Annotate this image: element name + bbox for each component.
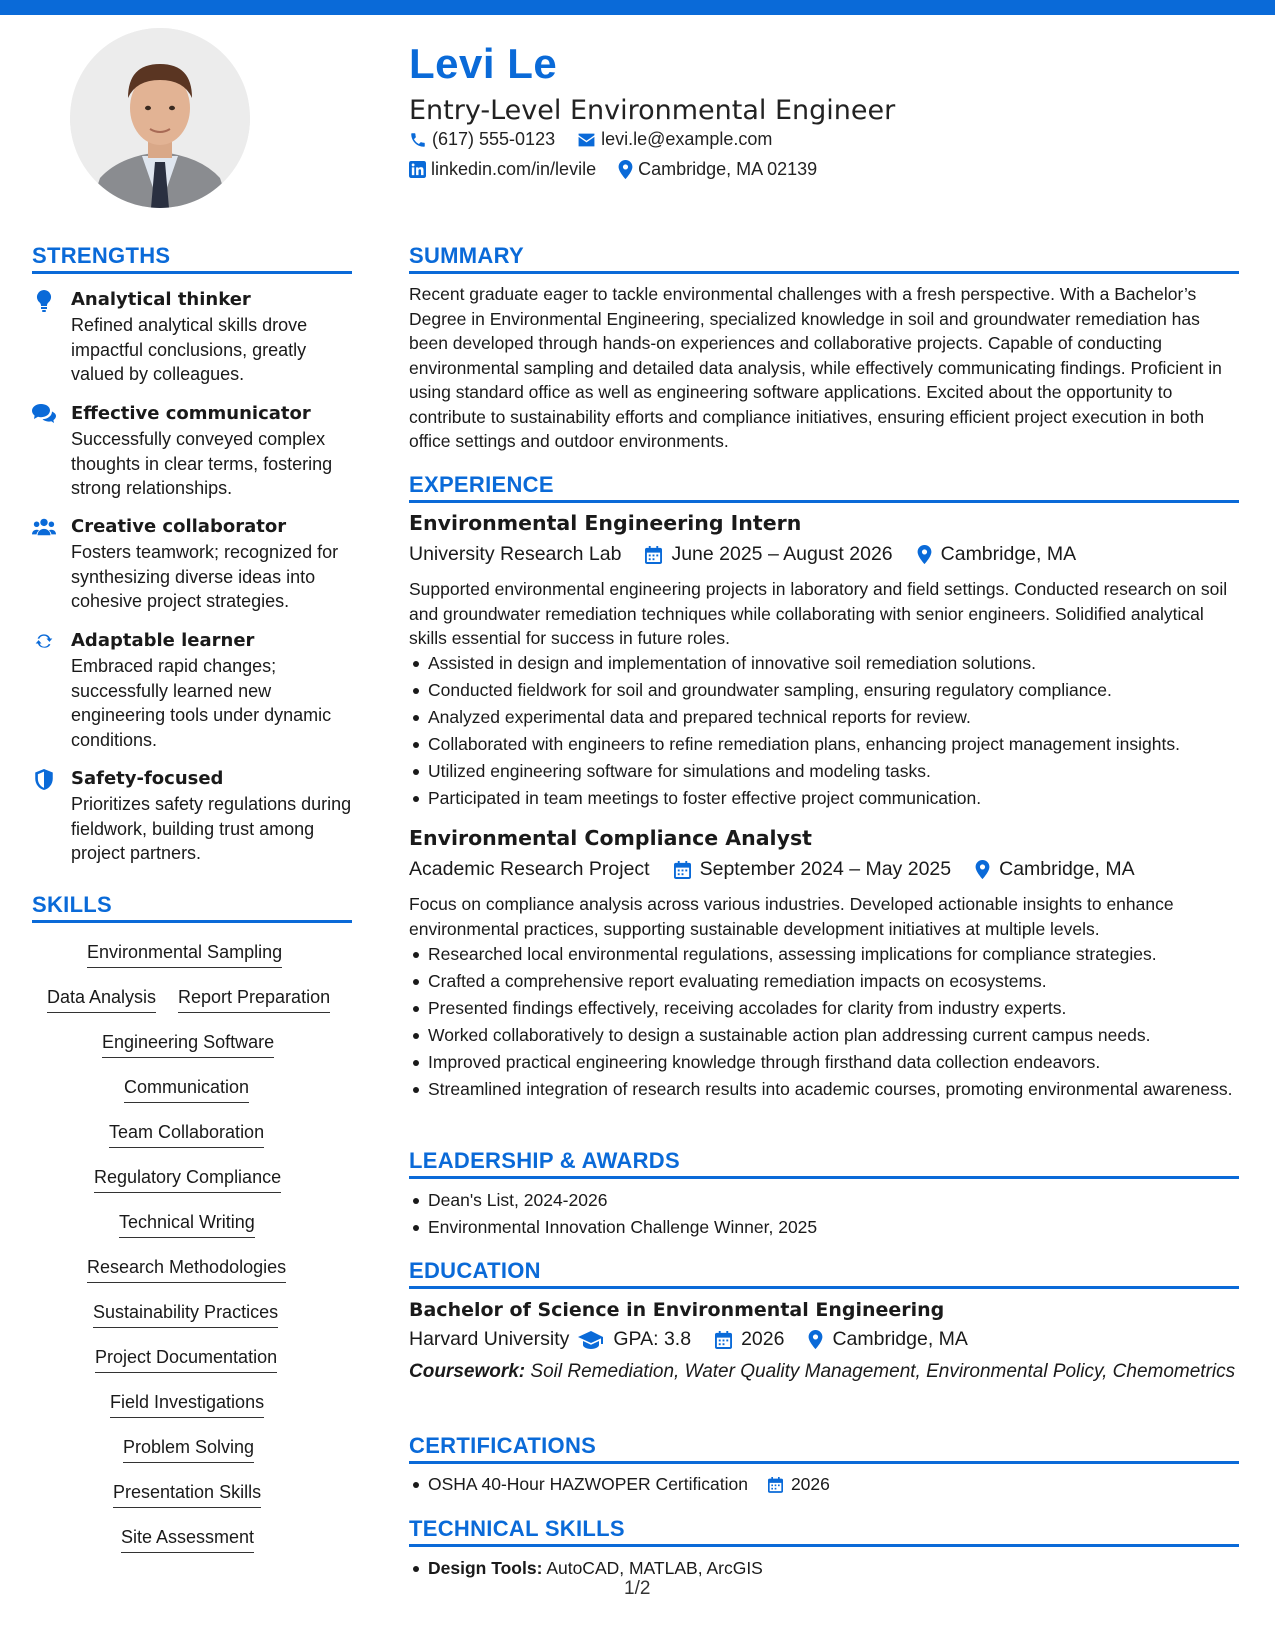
strength-desc: Refined analytical skills drove impactful conclusions, greatly valued by colleagues.: [71, 315, 308, 384]
gpa-text: GPA: 3.8: [613, 1328, 692, 1350]
email-contact[interactable]: [577, 129, 772, 150]
shield-icon: [35, 769, 53, 790]
technical-skills-heading: TECHNICAL SKILLS: [409, 1516, 625, 1541]
coursework-label: Coursework:: [409, 1361, 526, 1382]
list-item: Crafted a comprehensive report evaluating remediation impacts on ecosystems.: [409, 969, 1239, 994]
calendar-icon: [715, 1330, 732, 1349]
coursework: [409, 1360, 1239, 1384]
skills-heading: SKILLS: [32, 892, 113, 917]
summary-heading: SUMMARY: [409, 243, 524, 268]
job-meta: [409, 858, 1135, 881]
list-item: Improved practical engineering knowledge through firsthand data collection endeavors.: [409, 1050, 1239, 1075]
contact-row-1: [409, 129, 772, 150]
list-item: Dean's List, 2024-2026: [409, 1188, 1239, 1213]
list-item: Conducted fieldwork for soil and groundwater sampling, ensuring regulatory compliance.: [409, 678, 1239, 703]
strength-title: Creative collaborator: [71, 516, 287, 537]
leadership-list: [409, 1188, 1239, 1242]
job-desc: Focus on compliance analysis across various industries. Developed actionable insights to enhance environmental practices, supporting sustainable development initiatives at multiple levels.: [409, 894, 1174, 939]
candidate-title: Entry-Level Environmental Engineer: [409, 95, 896, 126]
strengths-heading: STRENGTHS: [32, 243, 171, 268]
list-item: Researched local environmental regulations, assessing implications for compliance strategies.: [409, 942, 1239, 967]
calendar-icon: [768, 1476, 783, 1493]
page-number: 1/2: [624, 1578, 651, 1599]
certifications-rule: [409, 1461, 1239, 1464]
list-item: Streamlined integration of research results into academic courses, promoting environmental awareness.: [409, 1077, 1239, 1102]
list-item: Worked collaboratively to design a sustainable action plan addressing current campus needs.: [409, 1023, 1239, 1048]
job-bullets: [409, 942, 1239, 1104]
skill-tag: Presentation Skills: [113, 1482, 261, 1508]
leadership-rule: [409, 1176, 1239, 1179]
graduation-year: 2026: [741, 1328, 785, 1350]
strength-desc: Prioritizes safety regulations during fieldwork, building trust among project partners.: [71, 794, 352, 863]
strength-desc: Successfully conveyed complex thoughts in clear terms, fostering strong relationships.: [71, 429, 333, 498]
job-bullets: [409, 651, 1239, 813]
list-item: [409, 1472, 1239, 1497]
job-org: Academic Research Project: [409, 858, 650, 880]
skill-tag: Communication: [124, 1077, 249, 1103]
degree-title: Bachelor of Science in Environmental Engineering: [409, 1299, 945, 1321]
skill-tag: Report Preparation: [178, 987, 330, 1013]
envelope-icon: [577, 132, 596, 148]
email-text: levi.le@example.com: [601, 129, 773, 149]
candidate-name: Levi Le: [409, 40, 558, 87]
technical-label: Design Tools:: [428, 1558, 543, 1578]
skill-tag: Research Methodologies: [87, 1257, 286, 1283]
technical-value: AutoCAD, MATLAB, ArcGIS: [546, 1558, 763, 1578]
list-item: Analyzed experimental data and prepared technical reports for review.: [409, 705, 1239, 730]
skill-tag: Data Analysis: [47, 987, 156, 1013]
strength-title: Analytical thinker: [71, 289, 251, 310]
education-location: Cambridge, MA: [832, 1328, 968, 1350]
coursework-list: Soil Remediation, Water Quality Management, Environmental Policy, Chemometrics: [530, 1361, 1236, 1382]
skill-tag: Problem Solving: [123, 1437, 254, 1463]
phone-icon: [409, 131, 427, 149]
top-accent-bar: [0, 0, 1275, 15]
job-meta: [409, 543, 1076, 566]
calendar-icon: [674, 860, 691, 879]
lightbulb-icon: [36, 290, 52, 312]
skill-tag: Technical Writing: [119, 1212, 255, 1238]
school-name: Harvard University: [409, 1328, 570, 1350]
job-title: Environmental Engineering Intern: [409, 511, 802, 535]
job-dates: September 2024 – May 2025: [699, 858, 952, 880]
skill-tag: Field Investigations: [110, 1392, 264, 1418]
certification-name: OSHA 40-Hour HAZWOPER Certification: [428, 1474, 748, 1494]
skill-tag: Engineering Software: [102, 1032, 274, 1058]
summary-rule: [409, 271, 1239, 274]
phone-contact[interactable]: [409, 129, 555, 150]
map-pin-icon: [618, 160, 633, 179]
list-item: Utilized engineering software for simulations and modeling tasks.: [409, 759, 1239, 784]
education-meta: [409, 1328, 968, 1351]
strength-desc: Embraced rapid changes; successfully learned new engineering tools under dynamic conditions.: [71, 656, 332, 750]
linkedin-icon: [409, 161, 426, 178]
list-item: Assisted in design and implementation of innovative soil remediation solutions.: [409, 651, 1239, 676]
education-heading: EDUCATION: [409, 1258, 541, 1283]
contact-row-2: [409, 159, 817, 180]
technical-skills-list: [409, 1556, 1239, 1583]
sync-icon: [34, 631, 54, 651]
strengths-rule: [32, 271, 352, 274]
list-item: Environmental Innovation Challenge Winner, 2025: [409, 1215, 1239, 1240]
job-dates: June 2025 – August 2026: [671, 543, 893, 565]
strength-title: Effective communicator: [71, 403, 311, 424]
graduation-cap-icon: [578, 1331, 604, 1349]
map-pin-icon: [808, 1330, 823, 1349]
job-title: Environmental Compliance Analyst: [409, 826, 812, 850]
list-item: Participated in team meetings to foster effective project communication.: [409, 786, 1239, 811]
leadership-heading: LEADERSHIP & AWARDS: [409, 1148, 680, 1173]
comments-icon: [32, 404, 56, 424]
certifications-list: [409, 1472, 1239, 1499]
certifications-heading: CERTIFICATIONS: [409, 1433, 597, 1458]
education-rule: [409, 1286, 1239, 1289]
phone-text: (617) 555-0123: [432, 129, 556, 149]
job-location: Cambridge, MA: [999, 858, 1135, 880]
list-item: Presented findings effectively, receiving accolades for clarity from industry experts.: [409, 996, 1239, 1021]
skill-tag: Site Assessment: [121, 1527, 254, 1553]
skills-rule: [32, 920, 352, 923]
calendar-icon: [645, 545, 662, 564]
skill-tag: Project Documentation: [95, 1347, 277, 1373]
job-location: Cambridge, MA: [940, 543, 1077, 565]
skill-tag: Team Collaboration: [109, 1122, 264, 1148]
job-org: University Research Lab: [409, 543, 622, 565]
map-pin-icon: [917, 545, 932, 564]
strength-title: Adaptable learner: [71, 630, 255, 651]
skill-tag: Environmental Sampling: [87, 942, 282, 968]
strength-title: Safety-focused: [71, 768, 224, 789]
experience-heading: EXPERIENCE: [409, 472, 554, 497]
location-text: Cambridge, MA 02139: [638, 159, 818, 179]
linkedin-contact[interactable]: [409, 159, 596, 180]
skill-tag: Sustainability Practices: [93, 1302, 278, 1328]
certification-year: 2026: [790, 1474, 830, 1494]
summary-text: Recent graduate eager to tackle environmental challenges with a fresh perspective. With a Bachelor’s Degree in Environmental Engineering, specialized knowledge in soil and groundwater remediation has been developed through hands-on experiences and collaborative projects. Capable of conducting environmental sampling and detailed data analysis, while effectively communicating findings. Proficient in using standard office as well as engineering software applications. Excited about the opportunity to contribute to sustainability efforts and compliance initiatives, ensuring efficient project execution in both office settings and outdoor environments.: [409, 284, 1222, 451]
map-pin-icon: [975, 860, 990, 879]
technical-skills-rule: [409, 1544, 1239, 1547]
list-item: [409, 1556, 1239, 1581]
strength-desc: Fosters teamwork; recognized for synthesizing diverse ideas into cohesive project strategies.: [71, 542, 339, 611]
profile-photo: [70, 28, 250, 208]
job-desc: Supported environmental engineering projects in laboratory and field settings. Conducted research on soil and groundwater remediation techniques while collaborating with senior engineers. Solidified analytical skills essential for success in future roles.: [409, 579, 1228, 648]
location-contact: [618, 159, 817, 180]
skill-tag: Regulatory Compliance: [94, 1167, 281, 1193]
linkedin-text: linkedin.com/in/levile: [431, 159, 597, 179]
experience-rule: [409, 500, 1239, 503]
users-icon: [32, 517, 56, 537]
list-item: Collaborated with engineers to refine remediation plans, enhancing project management insights.: [409, 732, 1239, 757]
